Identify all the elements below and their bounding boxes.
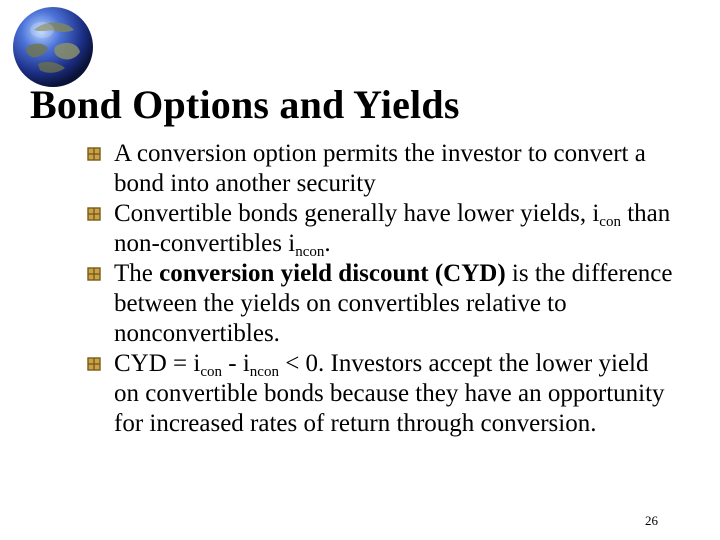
subscript-ncon: ncon bbox=[249, 364, 279, 380]
header-rule bbox=[96, 14, 720, 16]
bullet-text: . bbox=[324, 230, 331, 257]
bullet-text: CYD = i bbox=[114, 350, 201, 377]
bullet-item bbox=[86, 139, 679, 199]
diamond-bullet-icon bbox=[86, 206, 102, 222]
header-band bbox=[0, 0, 720, 70]
subscript-con: con bbox=[599, 214, 621, 230]
subscript-con: con bbox=[200, 364, 222, 380]
bullet-text: is the difference between the yields on convertibles relative to nonconvertibles. bbox=[114, 260, 673, 347]
bold-term: conversion yield discount (CYD) bbox=[159, 260, 506, 287]
bullet-text: - i bbox=[222, 350, 250, 377]
subscript-ncon: ncon bbox=[295, 244, 325, 260]
bullet-list bbox=[86, 139, 686, 439]
bullet-text: A conversion option permits the investor to convert a bond into another security bbox=[114, 140, 646, 197]
bullet-text: than non-convertibles i bbox=[114, 200, 671, 257]
bullet-item bbox=[86, 349, 679, 439]
bullet-item bbox=[86, 259, 679, 349]
page-number: 26 bbox=[645, 513, 658, 528]
globe-icon bbox=[8, 2, 98, 92]
page-title: Bond Options and Yields bbox=[30, 82, 460, 127]
bullet-text: Convertible bonds generally have lower yields, i bbox=[114, 200, 600, 227]
diamond-bullet-icon bbox=[86, 146, 102, 162]
diamond-bullet-icon bbox=[86, 356, 102, 372]
bullet-text: < 0. Investors accept the lower yield on convertible bonds because they have an opportunity for increased rates of return through conversion. bbox=[114, 350, 665, 437]
bullet-text: The bbox=[114, 260, 160, 287]
bullet-item bbox=[86, 199, 679, 259]
diamond-bullet-icon bbox=[86, 266, 102, 282]
